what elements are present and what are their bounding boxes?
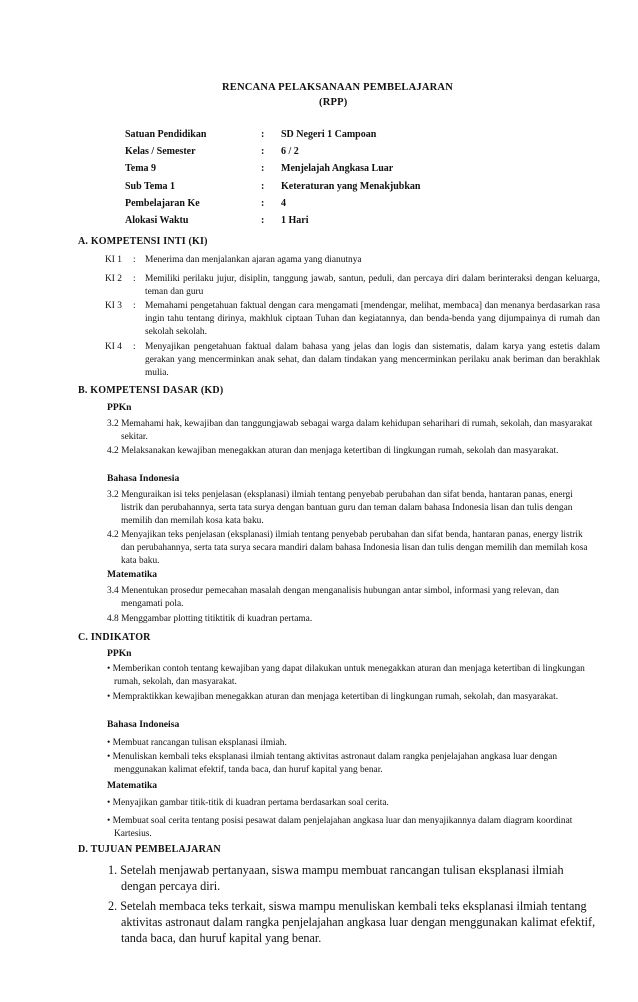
tujuan-text: 1. Setelah menjawab pertanyaan, siswa mampu membuat rancangan tulisan eksplanasi ilmiah dengan percaya diri.: [108, 863, 564, 893]
identity-value: Keteraturan yang Menakjubkan: [281, 180, 421, 192]
tujuan-item: [108, 898, 598, 946]
identity-value: SD Negeri 1 Campoan: [281, 129, 377, 141]
identity-value: 1 Hari: [281, 215, 309, 227]
section-heading-indikator: C. INDIKATOR: [78, 632, 151, 643]
ki-colon: :: [133, 274, 136, 284]
indikator-ppkn-title: PPKn: [107, 648, 132, 659]
ki-item: [105, 273, 600, 299]
kd-item: [107, 613, 595, 626]
identity-value: 4: [281, 197, 286, 209]
ki-code: KI 4: [105, 342, 122, 352]
identity-value: 6 / 2: [281, 146, 299, 158]
kd-bindo-title: Bahasa Indonesia: [107, 473, 180, 484]
identity-label: Satuan Pendidikan: [125, 129, 207, 141]
tujuan-item: [108, 862, 598, 894]
kd-ppkn-title: PPKn: [107, 402, 132, 413]
ki-text: Memiliki perilaku jujur, disiplin, tanggung jawab, santun, peduli, dan percaya diri dalam berinteraksi dengan keluarga, teman dan guru: [145, 274, 600, 297]
indikator-item: [107, 737, 595, 750]
indikator-bindo-title: Bahasa Indoneisa: [107, 719, 180, 730]
identity-row: [125, 195, 545, 212]
indikator-item: [107, 797, 595, 810]
section-heading-ki: A. KOMPETENSI INTI (KI): [78, 236, 208, 247]
ki-colon: :: [133, 255, 136, 265]
indikator-item: [107, 691, 595, 704]
ki-item: [105, 341, 600, 380]
section-heading-kd: B. KOMPETENSI DASAR (KD): [78, 385, 224, 396]
document-subtitle: (RPP): [319, 97, 348, 108]
indikator-text: • Memberikan contoh tentang kewajiban yang dapat dilakukan untuk menegakkan aturan dan menjaga ketertiban di lingkungan rumah, sekolah, dan masyarakat.: [107, 664, 585, 687]
indikator-item: [107, 815, 595, 841]
ki-text: Menyajikan pengetahuan faktual dalam bahasa yang jelas dan logis dan sistematis, dalam karya yang estetis dalam gerakan yang mencerminkan anak sehat, dan dalam tindakan yang mencerminkan perilaku anak beriman dan berakhlak mulia.: [145, 342, 600, 378]
kd-item: [107, 445, 595, 458]
indikator-item: [107, 663, 595, 689]
document-title: RENCANA PELAKSANAAN PEMBELAJARAN: [222, 82, 453, 93]
identity-label: Pembelajaran Ke: [125, 197, 200, 209]
indikator-text: • Membuat soal cerita tentang posisi pesawat dalam penjelajahan angkasa luar dan menyajikannya dalam diagram koordinat Kartesius.: [107, 816, 573, 839]
kd-item: [107, 529, 595, 568]
identity-label: Sub Tema 1: [125, 180, 176, 192]
kd-text: 4.2 Menyajikan teks penjelasan (eksplanasi) ilmiah tentang penyebab perubahan dan sifat benda, hantaran panas, energy listrik dan perubahannya, serta tata surya secara mandiri dalam bahasa Indonesia lisan dan tulis dengan memilih dan memilah kosa kata baku.: [107, 530, 588, 566]
kd-text: 3.2 Memahami hak, kewajiban dan tanggungjawab sebagai warga dalam kehidupan seharihari di rumah, sekolah, dan masyarakat sekitar.: [107, 419, 593, 442]
identity-label: Kelas / Semester: [125, 146, 196, 158]
ki-code: KI 2: [105, 274, 122, 284]
identity-row: [125, 212, 545, 229]
identity-row: [125, 160, 545, 177]
ki-text: Memahami pengetahuan faktual dengan cara mengamati [mendengar, melihat, membaca] dan menanya berdasarkan rasa ingin tahu tentang dirinya, makhluk ciptaan Tuhan dan kegiatannya, dan benda-benda yang dijumpainya di rumah dan sekolah sekolah.: [145, 301, 600, 337]
kd-mat-title: Matematika: [107, 569, 158, 580]
ki-text: Menerima dan menjalankan ajaran agama yang dianutnya: [145, 255, 362, 265]
kd-text: 3.4 Menentukan prosedur pemecahan masalah dengan menganalisis hubungan antar simbol, informasi yang relevan, dan mengamati pola.: [107, 586, 559, 609]
identity-separator: :: [261, 146, 265, 158]
identity-separator: :: [261, 163, 265, 175]
ki-code: KI 3: [105, 301, 122, 311]
identity-row: [125, 126, 545, 143]
indikator-text: • Menuliskan kembali teks eksplanasi ilmiah tentang aktivitas astronaut dalam rangka penjelajahan angkasa luar dengan menggunakan kalimat efektif, tanda baca, dan huruf kapital yang benar.: [107, 752, 558, 775]
identity-row: [125, 143, 545, 160]
ki-colon: :: [133, 301, 136, 311]
identity-separator: :: [261, 215, 265, 227]
section-heading-tujuan: D. TUJUAN PEMBELAJARAN: [78, 844, 221, 855]
identity-label: Tema 9: [125, 163, 157, 175]
identity-row: [125, 178, 545, 195]
kd-text: 4.8 Menggambar plotting titiktitik di kuadran pertama.: [107, 614, 313, 624]
identity-separator: :: [261, 129, 265, 141]
indikator-item: [107, 751, 595, 777]
ki-code: KI 1: [105, 255, 122, 265]
ki-item: [105, 254, 600, 267]
tujuan-text: 2. Setelah membaca teks terkait, siswa mampu menuliskan kembali teks eksplanasi ilmiah tentang aktivitas astronaut dalam rangka penjelajahan angkasa luar dengan menggunakan kalimat efektif, tanda baca, dan huruf kapital yang benar.: [108, 899, 596, 945]
indikator-text: • Menyajikan gambar titik-titik di kuadran pertama berdasarkan soal cerita.: [107, 798, 389, 808]
indikator-text: • Mempraktikkan kewajiban menegakkan aturan dan menjaga ketertiban di lingkungan rumah, sekolah, dan masyarakat.: [107, 692, 559, 702]
ki-colon: :: [133, 342, 136, 352]
identity-value: Menjelajah Angkasa Luar: [281, 163, 394, 175]
kd-text: 4.2 Melaksanakan kewajiban menegakkan aturan dan menjaga ketertiban di lingkungan rumah, sekolah dan masyarakat.: [107, 446, 559, 456]
kd-item: [107, 418, 595, 444]
identity-separator: :: [261, 197, 265, 209]
kd-text: 3.2 Menguraikan isi teks penjelasan (eksplanasi) ilmiah tentang penyebab perubahan dan sifat benda, hantaran panas, energi listrik dan perubahannya, serta tata surya dengan bantuan guru dan teman dalam bahasa Indonesia lisan dan tulis dengan memilih dan memilah kosa kata baku.: [107, 490, 573, 526]
indikator-text: • Membuat rancangan tulisan eksplanasi ilmiah.: [107, 738, 287, 748]
ki-item: [105, 300, 600, 339]
identity-separator: :: [261, 180, 265, 192]
identity-table: [125, 126, 545, 229]
kd-item: [107, 489, 595, 528]
kd-item: [107, 585, 595, 611]
identity-label: Alokasi Waktu: [125, 215, 189, 227]
indikator-mat-title: Matematika: [107, 780, 158, 791]
